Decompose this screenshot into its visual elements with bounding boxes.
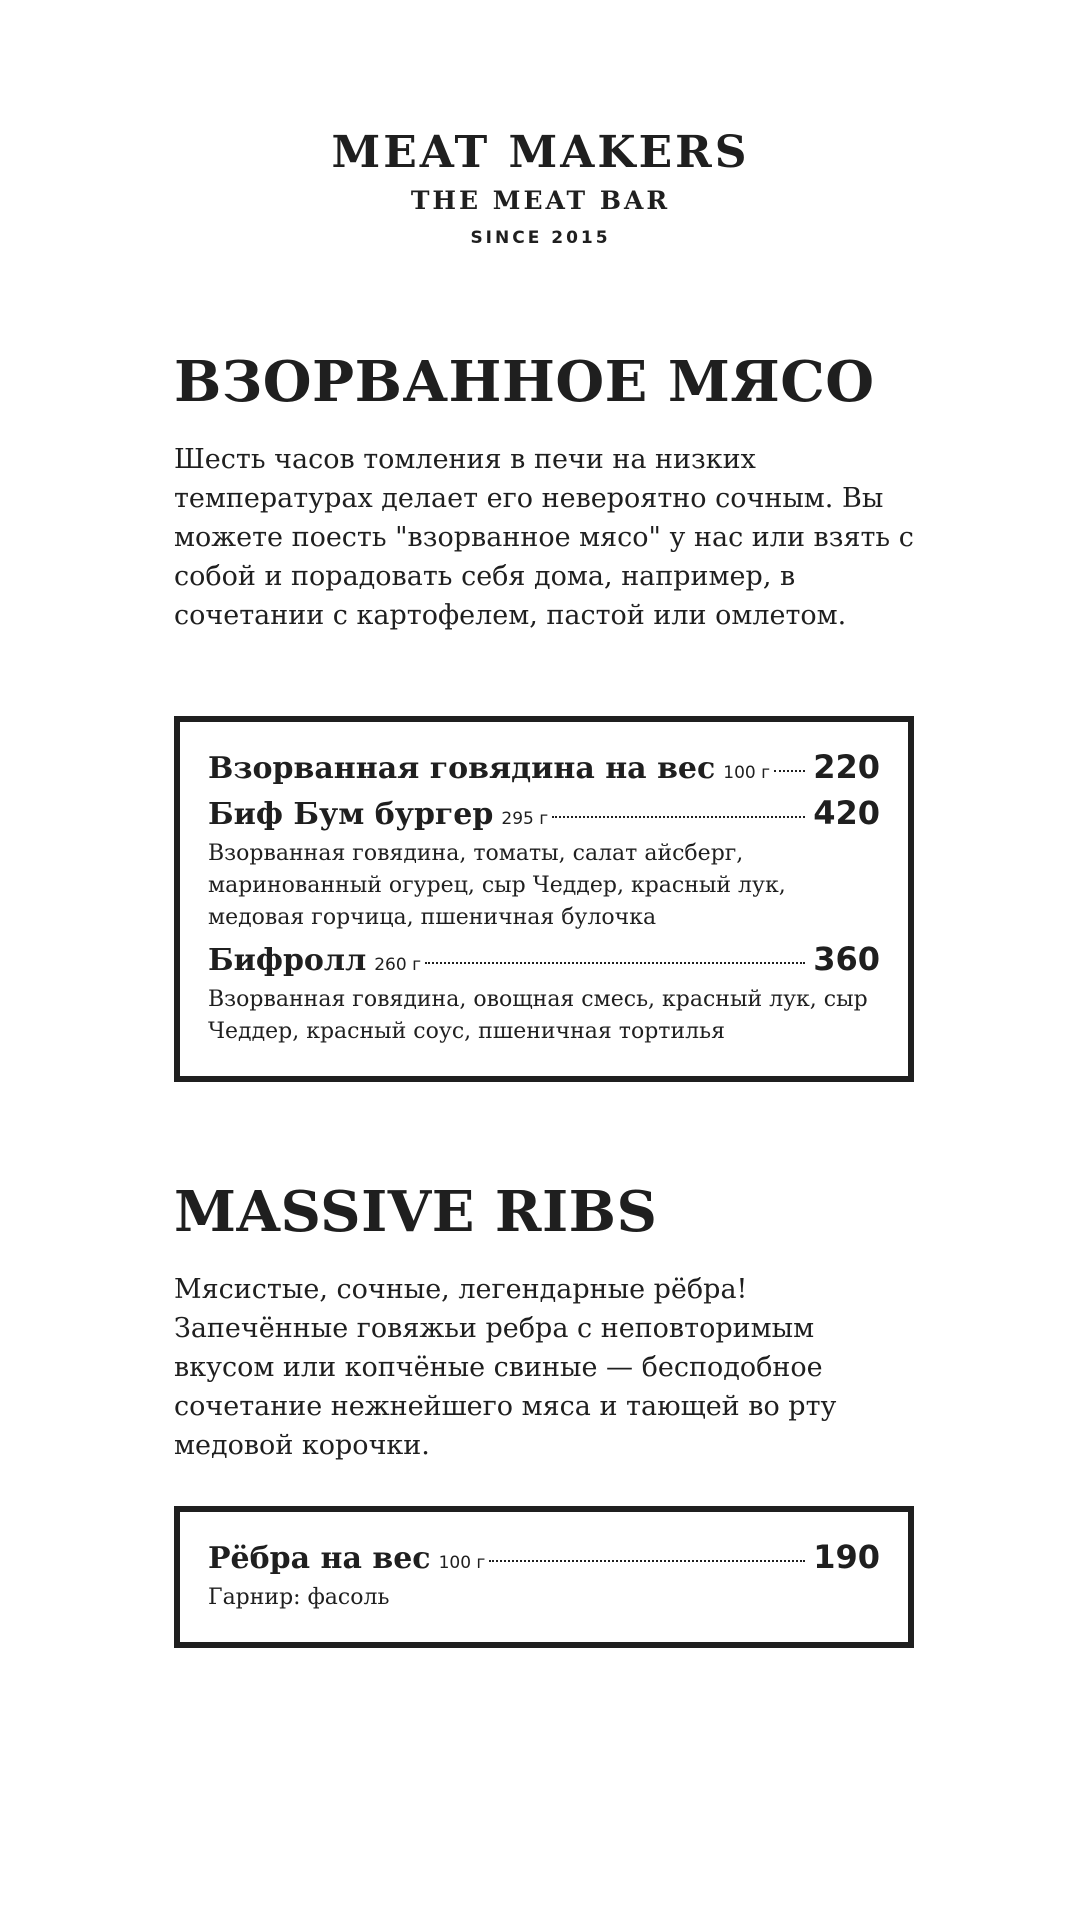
menu-item-row	[208, 1536, 880, 1582]
menu-item-row	[208, 792, 880, 838]
menu-item-weight: 260 г	[374, 955, 422, 975]
section-massive-ribs	[174, 1180, 914, 1465]
menu-item-description: Взорванная говядина, овощная смесь, красный лук, сыр Чеддер, красный соус, пшеничная тортилья	[208, 987, 868, 1044]
menu-item-name: Рёбра на вес	[208, 1541, 431, 1576]
menu-item-name: Биф Бум бургер	[208, 797, 494, 832]
brand-header	[0, 127, 1081, 248]
brand-since: SINCE 2015	[470, 228, 611, 248]
menu-box-massive-ribs	[174, 1506, 914, 1648]
menu-item-weight: 100 г	[438, 1553, 486, 1573]
section-title: MASSIVE RIBS	[174, 1179, 658, 1245]
menu-box-exploded-meat	[174, 716, 914, 1082]
leader-dots	[774, 770, 805, 772]
menu-item-price: 360	[813, 940, 880, 978]
menu-item-price: 420	[813, 794, 880, 832]
menu-item-description: Взорванная говядина, томаты, салат айсберг, маринованный огурец, сыр Чеддер, красный лук, медовая горчица, пшеничная булочка	[208, 841, 786, 930]
leader-dots	[425, 962, 805, 964]
leader-dots	[489, 1560, 805, 1562]
section-title: ВЗОРВАННОЕ МЯСО	[174, 349, 875, 415]
brand-subtitle: THE MEAT BAR	[410, 186, 671, 215]
leader-dots	[552, 816, 805, 818]
menu-item-row	[208, 938, 880, 984]
menu-item-row	[208, 746, 880, 792]
section-description: Шесть часов томления в печи на низких температурах делает его невероятно сочным. Вы можете поесть "взорванное мясо" у нас или взять с собой и порадовать себя дома, например, в сочетании с картофелем, пастой или омлетом.	[174, 444, 914, 631]
menu-item-price: 220	[813, 748, 880, 786]
menu-item-description: Гарнир: фасоль	[208, 1585, 390, 1610]
menu-item-name: Бифролл	[208, 943, 367, 978]
menu-item-name: Взорванная говядина на вес	[208, 751, 716, 786]
section-exploded-meat	[174, 350, 914, 635]
section-description: Мясистые, сочные, легендарные рёбра! Запечённые говяжьи ребра с неповторимым вкусом или копчёные свиные — бесподобное сочетание нежнейшего мяса и тающей во рту медовой корочки.	[174, 1274, 837, 1461]
menu-item-price: 190	[813, 1538, 880, 1576]
menu-item-weight: 100 г	[723, 763, 771, 783]
menu-item-weight: 295 г	[501, 809, 549, 829]
brand-name: MEAT MAKERS	[331, 127, 750, 178]
